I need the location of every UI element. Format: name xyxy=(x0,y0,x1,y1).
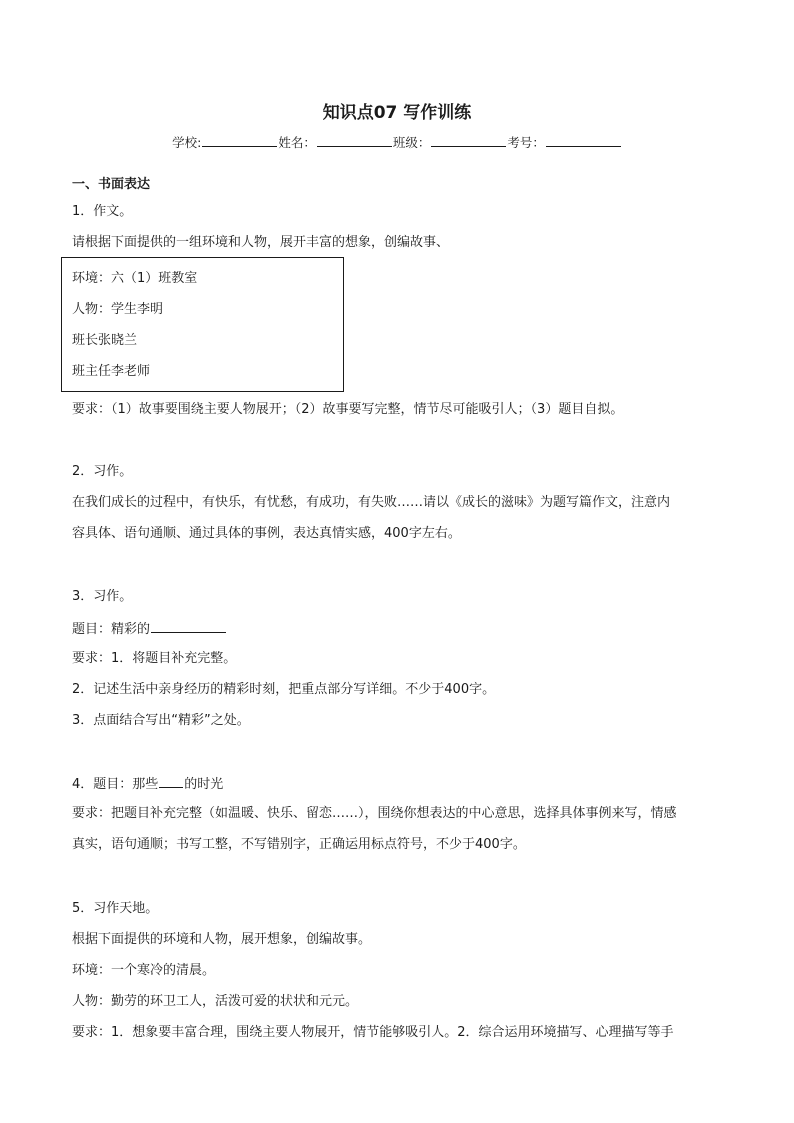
q1-box-line: 人物：学生李明 xyxy=(72,302,164,317)
q5-heading: 5．习作天地。 xyxy=(72,901,159,916)
name-blank[interactable] xyxy=(317,133,392,147)
q3-topic: 题目：精彩的 xyxy=(72,622,151,637)
q1-heading: 1．作文。 xyxy=(72,204,133,219)
q1-requirement: 要求：（1）故事要围绕主要人物展开；（2）故事要写完整，情节尽可能吸引人；（3）题目自拟。 xyxy=(72,402,624,417)
exam-no-blank[interactable] xyxy=(546,133,621,147)
school-label: 学校: xyxy=(172,135,202,150)
q2-heading: 2．习作。 xyxy=(72,464,133,479)
q2-text-line: 容具体、语句通顺、通过具体的事例，表达真情实感，400字左右。 xyxy=(72,526,461,541)
q3-heading: 3．习作。 xyxy=(72,589,133,604)
q4-heading-b: 的时光 xyxy=(184,777,224,792)
student-info-line xyxy=(0,133,794,152)
q4-requirement: 真实，语句通顺；书写工整，不写错别字，正确运用标点符号，不少于400字。 xyxy=(72,837,526,852)
q5-requirement: 要求：1．想象要丰富合理，围绕主要人物展开，情节能够吸引人。2．综合运用环境描写、心理描写等手 xyxy=(72,1025,674,1040)
exam-no-label: 考号： xyxy=(507,135,545,150)
name-label: 姓名： xyxy=(278,135,316,150)
section-heading: 一、书面表达 xyxy=(72,177,151,192)
q1-box-line: 环境：六（1）班教室 xyxy=(72,271,198,286)
q3-requirement: 2．记述生活中亲身经历的精彩时刻，把重点部分写详细。不少于400字。 xyxy=(72,682,496,697)
q3-requirement: 3．点面结合写出“精彩”之处。 xyxy=(72,713,250,728)
class-label: 班级： xyxy=(392,135,431,150)
q5-characters: 人物：勤劳的环卫工人，活泼可爱的状状和元元。 xyxy=(72,994,359,1009)
q4-heading xyxy=(72,774,223,794)
q1-box-line: 班主任李老师 xyxy=(72,364,151,379)
page-title: 知识点07 写作训练 xyxy=(322,103,472,123)
q5-environment: 环境：一个寒冷的清晨。 xyxy=(72,963,216,978)
q4-topic-blank[interactable] xyxy=(159,774,183,788)
q1-box-line: 班长张晓兰 xyxy=(72,333,138,348)
q3-topic-line xyxy=(72,619,227,639)
q1-intro: 请根据下面提供的一组环境和人物，展开丰富的想象，创编故事、 xyxy=(72,235,450,250)
school-blank[interactable] xyxy=(202,133,277,147)
q3-requirement: 要求：1．将题目补充完整。 xyxy=(72,651,237,666)
q3-topic-blank[interactable] xyxy=(151,619,226,633)
q2-text-line: 在我们成长的过程中，有快乐，有忧愁，有成功，有失败……请以《成长的滋味》为题写篇作文，注意内 xyxy=(72,495,671,510)
class-blank[interactable] xyxy=(431,133,506,147)
q4-requirement: 要求：把题目补充完整（如温暖、快乐、留恋……），围绕你想表达的中心意思，选择具体事例来写，情感 xyxy=(72,806,677,821)
q5-intro: 根据下面提供的环境和人物，展开想象，创编故事。 xyxy=(72,932,372,947)
q4-heading-a: 4．题目：那些 xyxy=(72,777,159,792)
